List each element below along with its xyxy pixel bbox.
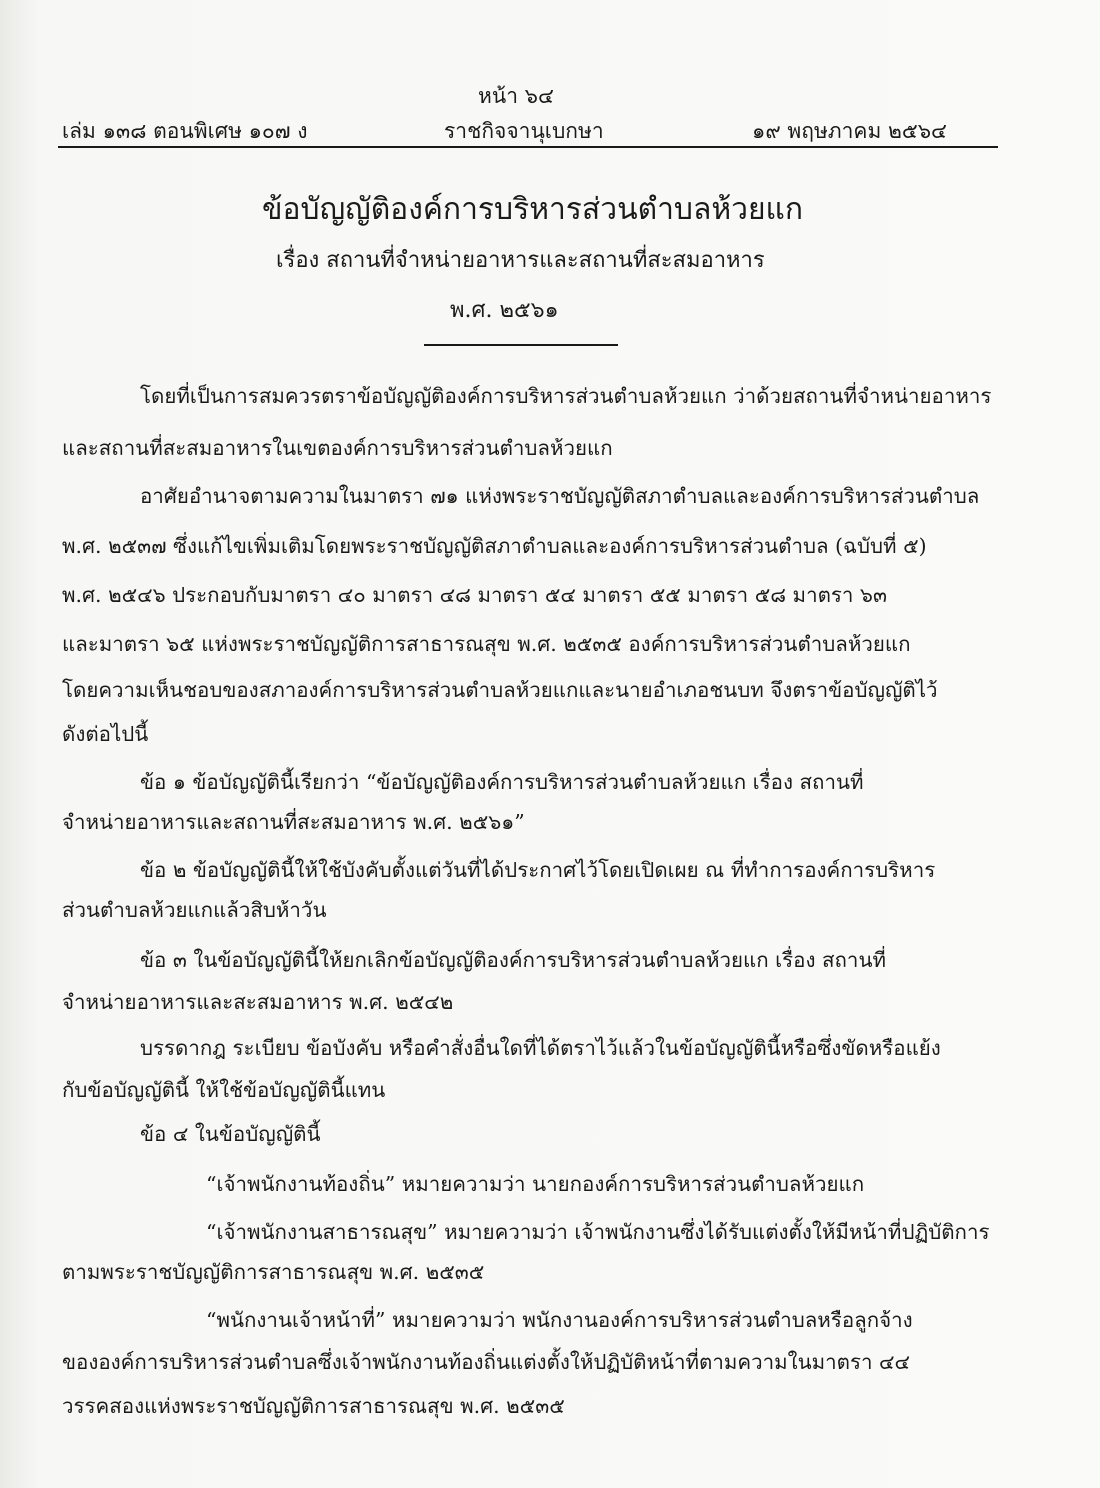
body-line: อาศัยอำนาจตามความในมาตรา ๗๑ แห่งพระราชบัญญัติสภาตำบลและองค์การบริหารส่วนตำบล [140,484,980,508]
page-number: หน้า ๖๔ [478,84,554,108]
document-year: พ.ศ. ๒๕๖๑ [450,298,559,323]
body-line: ตามพระราชบัญญัติการสาธารณสุข พ.ศ. ๒๕๓๕ [62,1260,485,1284]
body-line: ข้อ ๑ ข้อบัญญัตินี้เรียกว่า “ข้อบัญญัติองค์การบริหารส่วนตำบลห้วยแก เรื่อง สถานที่ [140,770,864,794]
body-line: วรรคสองแห่งพระราชบัญญัติการสาธารณสุข พ.ศ. ๒๕๓๕ [62,1394,565,1418]
body-line: “เจ้าพนักงานสาธารณสุข” หมายความว่า เจ้าพนักงานซึ่งได้รับแต่งตั้งให้มีหน้าที่ปฏิบัติการ [206,1220,990,1244]
body-line: และสถานที่สะสมอาหารในเขตองค์การบริหารส่วนตำบลห้วยแก [62,436,613,460]
header-rule [58,146,998,148]
body-line: พ.ศ. ๒๕๔๖ ประกอบกับมาตรา ๔๐ มาตรา ๔๘ มาตรา ๕๔ มาตรา ๕๕ มาตรา ๕๘ มาตรา ๖๓ [62,583,887,607]
body-line: ดังต่อไปนี้ [62,722,149,746]
body-line: กับข้อบัญญัตินี้ ให้ใช้ข้อบัญญัตินี้แทน [62,1078,386,1102]
body-line: โดยความเห็นชอบของสภาองค์การบริหารส่วนตำบลห้วยแกและนายอำเภอชนบท จึงตราข้อบัญญัติไว้ [62,678,938,702]
body-line: โดยที่เป็นการสมควรตราข้อบัญญัติองค์การบริหารส่วนตำบลห้วยแก ว่าด้วยสถานที่จำหน่ายอาหาร [140,384,992,408]
body-line: ข้อ ๔ ในข้อบัญญัตินี้ [140,1122,321,1146]
body-line: บรรดากฎ ระเบียบ ข้อบังคับ หรือคำสั่งอื่นใดที่ได้ตราไว้แล้วในข้อบัญญัตินี้หรือซึ่งขัดหรือแย้ง [140,1036,941,1060]
body-line: จำหน่ายอาหารและสถานที่สะสมอาหาร พ.ศ. ๒๕๖๑” [62,810,525,834]
body-line: จำหน่ายอาหารและสะสมอาหาร พ.ศ. ๒๕๔๒ [62,990,454,1014]
body-line: “เจ้าพนักงานท้องถิ่น” หมายความว่า นายกองค์การบริหารส่วนตำบลห้วยแก [206,1172,865,1196]
body-line: “พนักงานเจ้าหน้าที่” หมายความว่า พนักงานองค์การบริหารส่วนตำบลหรือลูกจ้าง [206,1308,913,1332]
body-line: ข้อ ๓ ในข้อบัญญัตินี้ให้ยกเลิกข้อบัญญัติองค์การบริหารส่วนตำบลห้วยแก เรื่อง สถานที่ [140,948,886,972]
document-subject: เรื่อง สถานที่จำหน่ายอาหารและสถานที่สะสมอาหาร [276,248,765,273]
body-line: ส่วนตำบลห้วยแกแล้วสิบห้าวัน [62,898,327,922]
volume-info: เล่ม ๑๓๘ ตอนพิเศษ ๑๐๗ ง [62,119,308,143]
body-line: พ.ศ. ๒๕๓๗ ซึ่งแก้ไขเพิ่มเติมโดยพระราชบัญญัติสภาตำบลและองค์การบริหารส่วนตำบล (ฉบับที่ ๕) [62,534,927,558]
body-line: ขององค์การบริหารส่วนตำบลซึ่งเจ้าพนักงานท้องถิ่นแต่งตั้งให้ปฏิบัติหน้าที่ตามความในมาตรา ๔๔ [62,1350,911,1374]
title-divider [424,344,618,346]
body-line: และมาตรา ๖๕ แห่งพระราชบัญญัติการสาธารณสุข พ.ศ. ๒๕๓๕ องค์การบริหารส่วนตำบลห้วยแก [62,632,911,656]
gazette-name: ราชกิจจานุเบกษา [444,119,604,143]
document-title: ข้อบัญญัติองค์การบริหารส่วนตำบลห้วยแก [262,192,804,227]
body-line: ข้อ ๒ ข้อบัญญัตินี้ให้ใช้บังคับตั้งแต่วันที่ได้ประกาศไว้โดยเปิดเผย ณ ที่ทำการองค์การบริหาร [140,858,936,882]
publication-date: ๑๙ พฤษภาคม ๒๕๖๔ [752,119,947,143]
